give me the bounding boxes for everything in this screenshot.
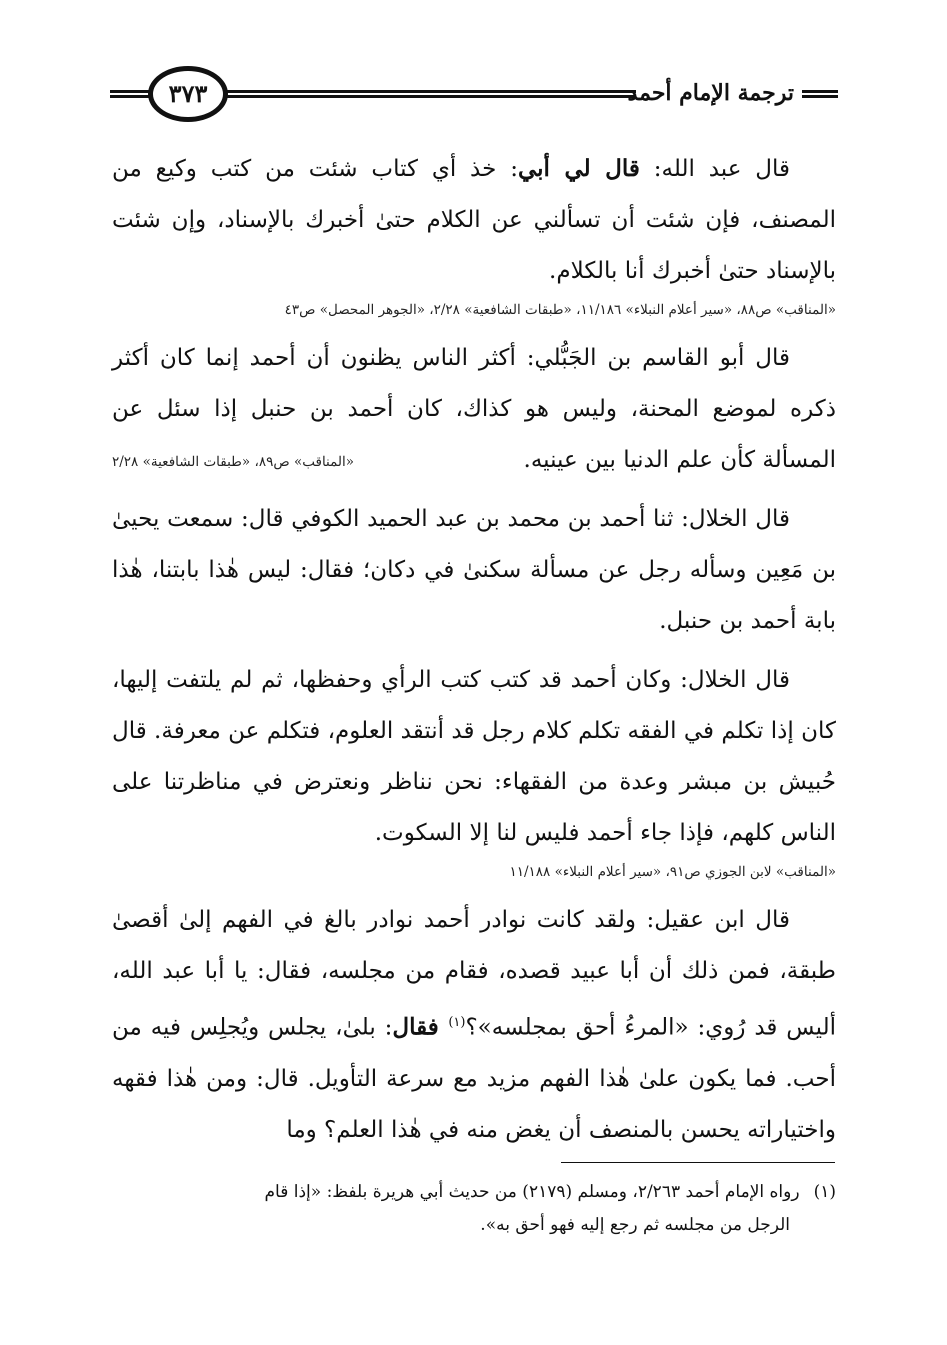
paragraph-5-text-a: قال ابن عقيل: ولقد كانت نوادر أحمد نوادر بالغ في الفهم إلىٰ أقصىٰ طبقة، فمن ذلك أن أبا عبيد قصده، فقام من مجلسه، فقال: يا أبا عبد الله، أليس قد رُوي: «المرءُ أحق بمجلسه»؟ bbox=[112, 907, 836, 1041]
header-rule-middle bbox=[226, 90, 636, 98]
header-rule-right bbox=[802, 90, 838, 98]
paragraph-1-speaker: قال عبد الله: bbox=[639, 156, 790, 182]
paragraph-3 bbox=[112, 494, 836, 647]
page-header bbox=[110, 62, 838, 128]
citation-1: «المناقب» ص٨٨، «سير أعلام النبلاء» ١١/١٨٦، «طبقات الشافعية» ٢/٢٨، «الجوهر المحصل» ص٤٣ bbox=[284, 302, 836, 318]
citation-4: «المناقب» لابن الجوزي ص٩١، «سير أعلام النبلاء» ١١/١٨٨ bbox=[509, 864, 836, 880]
page-number: ٣٧٣ bbox=[148, 66, 228, 122]
footnote-reference[interactable]: (١) bbox=[448, 1015, 466, 1030]
paragraph-4 bbox=[112, 655, 836, 859]
paragraph-5 bbox=[112, 895, 836, 1156]
citation-2: «المناقب» ص٨٩، «طبقات الشافعية» ٢/٢٨ bbox=[112, 454, 355, 470]
paragraph-5-bold: فقال bbox=[392, 1013, 449, 1041]
paragraph-5-text-b: : بلىٰ، يجلس ويُجلِس فيه من أحب. فما يكون علىٰ هٰذا الفهم مزيد مع سرعة التأويل. قال: ومن هٰذا فقهه واختياراته يحسن بالمنصف أن يغض منه في هٰذا العلم؟ وما bbox=[112, 1014, 836, 1143]
footnote-marker: (١) bbox=[813, 1182, 836, 1202]
paragraph-1-bold: قال لي أبي bbox=[517, 155, 640, 182]
footnote-line-1: رواه الإمام أحمد ٢/٢٦٣، ومسلم (٢١٧٩) من حديث أبي هريرة بلفظ: «إذا قام bbox=[264, 1182, 800, 1202]
footnote bbox=[112, 1176, 836, 1242]
paragraph-1 bbox=[112, 143, 836, 297]
header-rule-left bbox=[110, 90, 152, 98]
running-title: ترجمة الإمام أحمد bbox=[627, 80, 794, 106]
footnote-divider bbox=[561, 1162, 835, 1163]
paragraph-4-text: قال الخلال: وكان أحمد قد كتب كتب الرأي وحفظها، ثم لم يلتفت إليها، كان إذا تكلم في الفقه تكلم كلام رجل قد أنتقد العلوم، فتكلم عن معرفة. قال حُبيش بن مبشر وعدة من الفقهاء: نحن نناظر ونعترض في مناظرتنا على الناس كلهم، فإذا جاء أحمد فليس لنا إلا السكوت. bbox=[112, 667, 836, 846]
paragraph-3-text: قال الخلال: ثنا أحمد بن محمد بن عبد الحميد الكوفي قال: سمعت يحيىٰ بن مَعِين وسأله رجل عن مسألة سكنىٰ في دكان؛ فقال: ليس هٰذا بابتنا، هٰذا بابة أحمد بن حنبل. bbox=[112, 506, 836, 634]
footnote-line-2: الرجل من مجلسه ثم رجع إليه فهو أحق به». bbox=[480, 1215, 790, 1235]
paragraph-2-text: قال أبو القاسم بن الجَبُّلي: أكثر الناس يظنون أن أحمد إنما كان أكثر ذكره لموضع المحنة، وليس هو كذاك، كان أحمد بن حنبل إذا سئل عن المسألة كأن علم الدنيا بين عينيه. bbox=[112, 345, 836, 473]
paragraph-2 bbox=[112, 333, 836, 486]
main-text bbox=[112, 143, 836, 1156]
paragraph-1-text: : خذ أي كتاب شئت من كتب وكيع من المصنف، فإن شئت أن تسألني عن الكلام حتىٰ أخبرك بالإسناد، وإن شئت بالإسناد حتىٰ أخبرك أنا بالكلام. bbox=[112, 156, 836, 284]
